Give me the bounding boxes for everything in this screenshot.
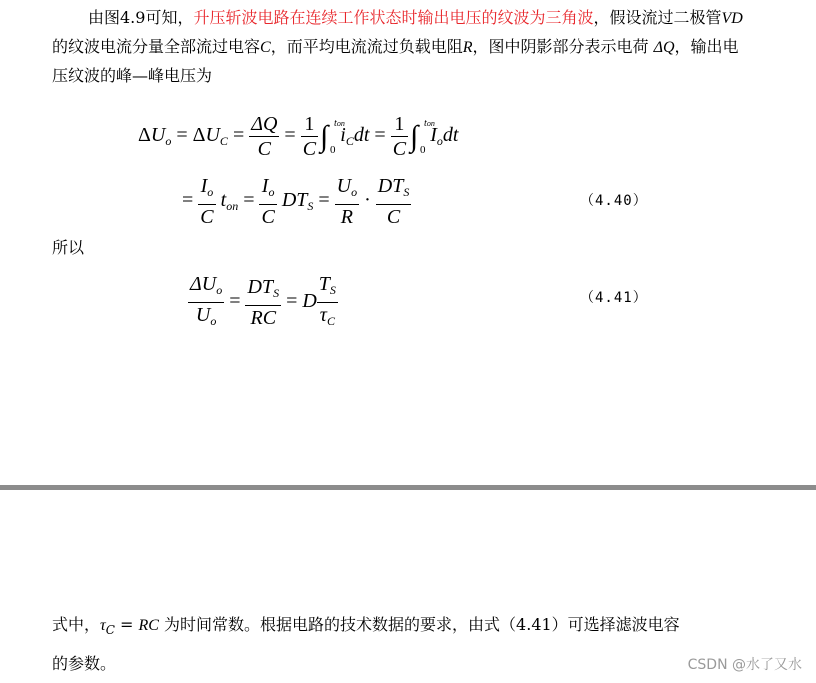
highlight-text: 升压斩波电路在连续工作状态时输出电压的纹波为三角波 bbox=[193, 8, 594, 27]
conclusion-equals: = bbox=[114, 615, 139, 634]
symbol-c: C bbox=[260, 39, 271, 56]
conclusion-paragraph bbox=[52, 608, 752, 681]
symbol-rc: RC bbox=[138, 617, 159, 634]
equation-number-4-41: （4.41） bbox=[580, 290, 648, 306]
intro-paragraph bbox=[52, 4, 752, 90]
conclusion-lead: 式中， bbox=[52, 615, 101, 634]
symbol-delta-q: ΔQ bbox=[653, 39, 675, 56]
conclusion-text-2: 的参数。 bbox=[52, 654, 117, 673]
equation-relative-ripple: $\frac{\Delta U_o}{U_o}$ = $\frac{DT_S}{RC}$ = D $\frac{T_S}{\tau_C}$ bbox=[190, 273, 336, 329]
page-divider bbox=[0, 485, 816, 490]
intro-text-2: 的纹波电流分量全部流过电容 bbox=[52, 37, 261, 56]
equation-ripple-line2: = $\frac{I_o}{C}$ $t_{on}$ = $\frac{I_o}{C}$ $DT_S$ = $\frac{U_o}{R}$ · $\frac{DT_S}{C}$ bbox=[182, 175, 410, 228]
so-text: 所以 bbox=[52, 238, 85, 257]
conclusion-text-1: 为时间常数。根据电路的技术数据的要求，由式（4.41）可选择滤波电容 bbox=[158, 615, 680, 634]
intro-lead: 由图4.9可知， bbox=[88, 8, 194, 27]
intro-text-5: ，输出电压纹波的峰—峰电压为 bbox=[52, 37, 739, 85]
symbol-tau-subscript: C bbox=[105, 623, 115, 637]
symbol-vd: VD bbox=[721, 10, 743, 27]
symbol-tau: τ bbox=[100, 617, 106, 634]
intro-text-4: ，图中阴影部分表示电荷 bbox=[472, 37, 654, 56]
intro-text-1: ，假设流过二极管 bbox=[593, 8, 722, 27]
intro-text-3: ，而平均电流流过负载电阻 bbox=[270, 37, 463, 56]
symbol-r: R bbox=[462, 39, 473, 56]
equation-number-4-40: （4.40） bbox=[580, 193, 648, 209]
csdn-watermark: CSDN @水了又水 bbox=[687, 657, 802, 673]
equation-ripple-line1: $\Delta U_o = \Delta U_C$ = $\frac{\Delta Q}{C}$ = $\frac{1}{C}$ ∫ ton 0 $i_Cdt$ = $\frac{1}{C}$ ∫ ton 0 $I_odt$ bbox=[138, 113, 459, 160]
